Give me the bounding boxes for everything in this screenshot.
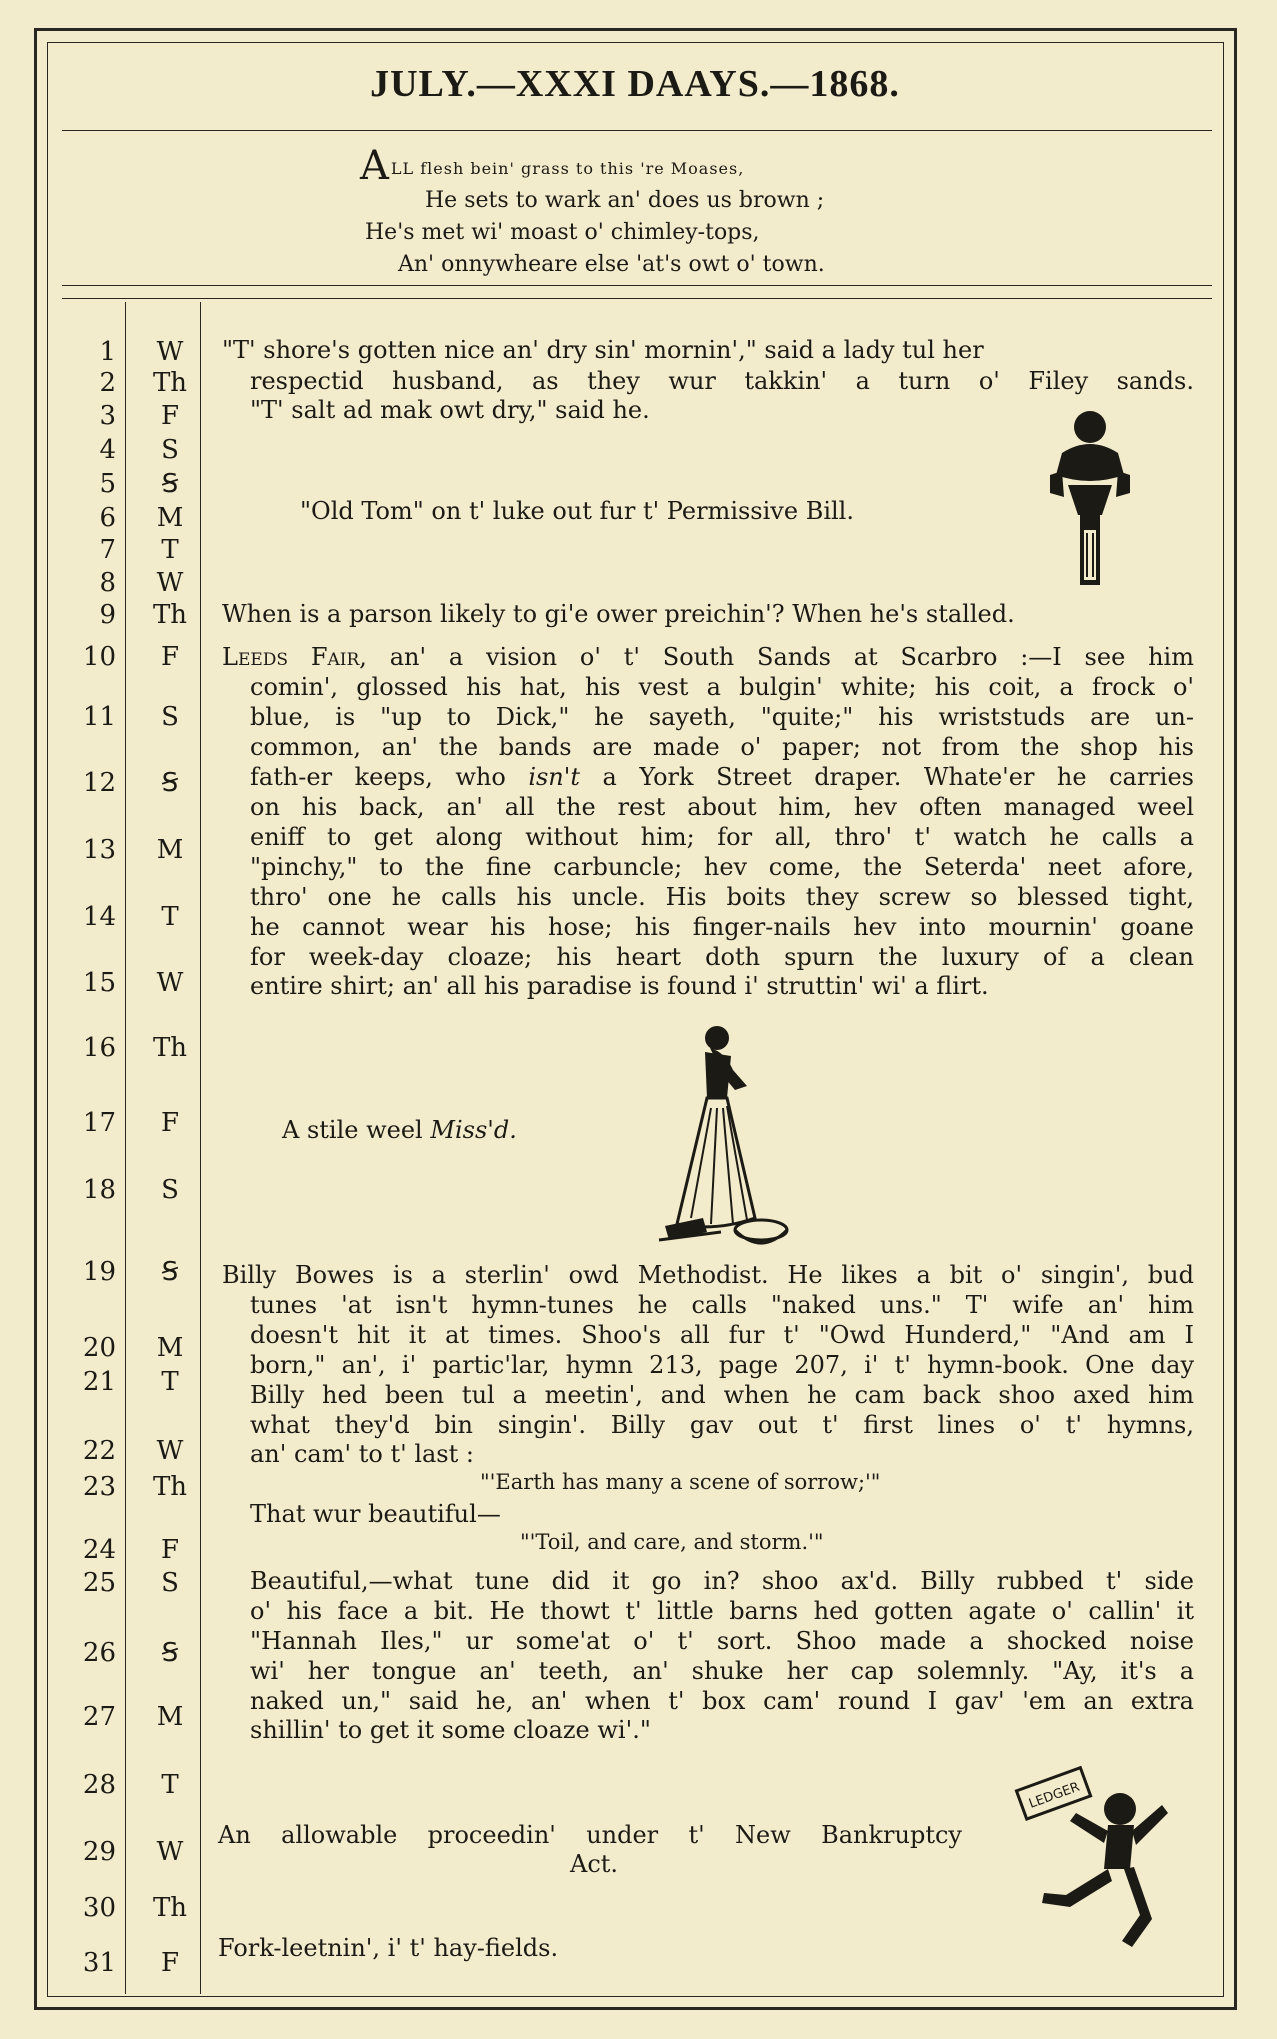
weekday-abbrev: Th [152, 1893, 188, 1923]
day-number: 8 [99, 568, 116, 598]
poem [360, 143, 980, 281]
entry-leeds-fair-11: for week-day cloaze; his heart doth spurn the luxury of a clean [250, 943, 1194, 971]
weekday-abbrev: Th [152, 368, 188, 398]
day-number: 1 [99, 337, 116, 367]
weekday-abbrev: Ꞩ [161, 1257, 179, 1287]
day-number: 10 [82, 642, 116, 672]
poem-rule-1 [62, 285, 1212, 286]
entry-billy-4: born," an', i' partic'lar, hymn 213, page 207, i' t' hymn-book. One day [250, 1351, 1194, 1379]
entry-billy-5: Billy hed been tul a meetin', and when he cam back shoo axed him [250, 1381, 1194, 1409]
quote-earth: "'Earth has many a scene of sorrow;'" [480, 1470, 881, 1494]
entry-old-tom: "Old Tom" on t' luke out fur t' Permissive Bill. [300, 497, 854, 525]
entry-billy-7: an' cam' to t' last : [250, 1440, 474, 1468]
entry-leeds-fair-7: eniff to get along without him; for all, thro' t' watch he calls a [250, 823, 1194, 851]
weekday-abbrev: Th [152, 1472, 188, 1502]
entry-billy-3: doesn't hit it at times. Shoo's all fur t' "Owd Hunderd," "And am I [250, 1321, 1194, 1349]
day-number: 18 [82, 1175, 116, 1205]
entry-leeds-fair-12: entire shirt; an' all his paradise is found i' struttin' wi' a flirt. [250, 972, 989, 1000]
day-number: 25 [82, 1568, 116, 1598]
day-number: 12 [82, 768, 116, 798]
day-number: 7 [99, 535, 116, 565]
weekday-abbrev: F [160, 401, 180, 431]
entry-bankruptcy-1: An allowable proceedin' under t' New Bankruptcy [218, 1821, 962, 1849]
old-tom-figure [1040, 405, 1140, 595]
weekday-abbrev: M [156, 1702, 184, 1732]
day-number: 6 [99, 503, 116, 533]
day-number: 11 [82, 702, 116, 732]
drop-cap: A [360, 143, 389, 189]
entry-parson: When is a parson likely to gi'e ower preichin'? When he's stalled. [222, 600, 1015, 628]
day-number: 5 [99, 469, 116, 499]
day-number: 31 [82, 1948, 116, 1978]
weekday-abbrev: F [160, 1108, 180, 1138]
title-rule [62, 130, 1212, 131]
weekday-abbrev: Ꞩ [161, 469, 179, 499]
day-number: 17 [82, 1108, 116, 1138]
weekday-abbrev: Ꞩ [161, 1638, 179, 1668]
weekday-abbrev: W [156, 337, 184, 367]
stile-text: A stile weel [282, 1116, 423, 1144]
leeds-fair-text-5b: isn't [528, 763, 581, 791]
entry-beautiful-1: Beautiful,—what tune did it go in? shoo ax'd. Billy rubbed t' side [250, 1567, 1194, 1595]
poem-line-3: He's met wi' moast o' chimley-tops, [365, 220, 760, 245]
weekday-abbrev: F [160, 642, 180, 672]
lady-figure [655, 1018, 795, 1260]
weekday-abbrev: T [161, 535, 179, 565]
day-number: 24 [82, 1535, 116, 1565]
weekday-abbrev: W [156, 1436, 184, 1466]
leeds-fair-text-5c: a York Street draper. Whate'er he carries [602, 763, 1194, 791]
entry-stile [282, 1116, 517, 1144]
weekday-abbrev: M [156, 835, 184, 865]
weekday-abbrev: T [161, 1770, 179, 1800]
day-number: 14 [82, 902, 116, 932]
day-number: 13 [82, 835, 116, 865]
leeds-fair-text-1: an' a vision o' t' South Sands at Scarbro :—I see him [389, 643, 1194, 671]
weekday-abbrev: T [161, 902, 179, 932]
entry-leeds-fair-3: blue, is "up to Dick," he sayeth, "quite;" his wriststuds are un- [250, 703, 1194, 731]
entry-billy-1: Billy Bowes is a sterlin' owd Methodist. He likes a bit o' singin', bud [222, 1261, 1194, 1289]
entry-beautiful-line: That wur beautiful— [250, 1500, 501, 1528]
weekday-abbrev: W [156, 968, 184, 998]
entry-shore-1: "T' shore's gotten nice an' dry sin' mornin'," said a lady tul her [222, 336, 984, 364]
leeds-fair-text-5a: fath-er keeps, who [250, 763, 506, 791]
entry-billy-2: tunes 'at isn't hymn-tunes he calls "naked uns." T' wife an' him [250, 1291, 1194, 1319]
weekday-abbrev: F [160, 1535, 180, 1565]
day-number: 16 [82, 1033, 116, 1063]
entry-beautiful-5: naked un," said he, an' when t' box cam' round I gav' 'em an extra [250, 1687, 1194, 1715]
entry-bankruptcy-2: Act. [570, 1850, 619, 1878]
weekday-abbrev: W [156, 568, 184, 598]
day-number: 2 [99, 368, 116, 398]
weekday-abbrev: Th [152, 1033, 188, 1063]
day-number: 4 [99, 435, 116, 465]
entry-leeds-fair-4: common, an' the bands are made o' paper; not from the shop his [250, 733, 1194, 761]
day-number: 9 [99, 600, 116, 630]
page-title: JULY.—XXXI DAAYS.—1868. [370, 63, 900, 105]
entry-beautiful-2: o' his face a bit. He thowt t' little barns hed gotten agate o' callin' it [250, 1597, 1194, 1625]
weekday-abbrev: T [161, 1367, 179, 1397]
weekday-abbrev: Th [152, 600, 188, 630]
day-number: 27 [82, 1702, 116, 1732]
weekday-abbrev: S [161, 435, 179, 465]
entry-beautiful-3: "Hannah Iles," ur some'at o' t' sort. Shoo made a shocked noise [250, 1627, 1194, 1655]
day-number: 29 [82, 1837, 116, 1867]
day-number: 23 [82, 1472, 116, 1502]
quote-toil: "'Toil, and care, and storm.'" [520, 1530, 824, 1554]
column-divider-1 [125, 302, 126, 1994]
entry-leeds-fair-2: comin', glossed his hat, his vest a bulgin' white; his coit, a frock o' [250, 673, 1194, 701]
entry-fork: Fork-leetnin', i' t' hay-fields. [218, 1934, 559, 1962]
weekday-abbrev: S [161, 702, 179, 732]
leeds-fair-heading: Leeds Fair, [222, 643, 367, 671]
entry-leeds-fair-10: he cannot wear his hose; his finger-nails hev into mournin' goane [250, 913, 1194, 941]
ledger-label: LEDGER [1027, 1779, 1082, 1812]
weekday-abbrev: M [156, 503, 184, 533]
weekday-abbrev: S [161, 1175, 179, 1205]
poem-rule-2 [62, 298, 1212, 299]
entry-leeds-fair-1 [222, 642, 1194, 672]
day-number: 30 [82, 1893, 116, 1923]
day-number: 19 [82, 1257, 116, 1287]
entry-leeds-fair-9: thro' one he calls his uncle. His boits they screw so blessed tight, [250, 883, 1194, 911]
weekday-abbrev: W [156, 1837, 184, 1867]
day-number: 15 [82, 968, 116, 998]
poem-line-1-text: LL flesh bein' grass to this 're Moases, [390, 159, 745, 178]
entry-leeds-fair-6: on his back, an' all the rest about him, hev often managed weel [250, 793, 1194, 821]
stile-italic: Miss'd. [430, 1116, 517, 1144]
weekday-abbrev: S [161, 1568, 179, 1598]
day-number: 22 [82, 1436, 116, 1466]
entry-billy-6: what they'd bin singin'. Billy gav out t' first lines o' t' hymns, [250, 1411, 1194, 1439]
weekday-abbrev: Ꞩ [161, 768, 179, 798]
day-number: 20 [82, 1333, 116, 1363]
entry-beautiful-4: wi' her tongue an' teeth, an' shuke her cap solemnly. "Ay, it's a [250, 1657, 1194, 1685]
day-number: 28 [82, 1770, 116, 1800]
entry-leeds-fair-5 [250, 762, 1194, 792]
entry-shore-2: respectid husband, as they wur takkin' a turn o' Filey sands. [250, 367, 1194, 395]
weekday-abbrev: M [156, 1333, 184, 1363]
entry-beautiful-6: shillin' to get it some cloaze wi'." [250, 1716, 651, 1744]
ledger-figure [1012, 1765, 1182, 1950]
poem-line-1 [360, 143, 980, 189]
day-number: 21 [82, 1367, 116, 1397]
day-number: 3 [99, 401, 116, 431]
weekday-abbrev: F [160, 1948, 180, 1978]
entry-shore-3: "T' salt ad mak owt dry," said he. [250, 396, 650, 424]
poem-line-2: He sets to wark an' does us brown ; [425, 188, 825, 213]
poem-line-4: An' onnywheare else 'at's owt o' town. [398, 252, 825, 277]
day-number: 26 [82, 1638, 116, 1668]
entry-leeds-fair-8: "pinchy," to the fine carbuncle; hev come, the Seterda' neet afore, [250, 853, 1194, 881]
